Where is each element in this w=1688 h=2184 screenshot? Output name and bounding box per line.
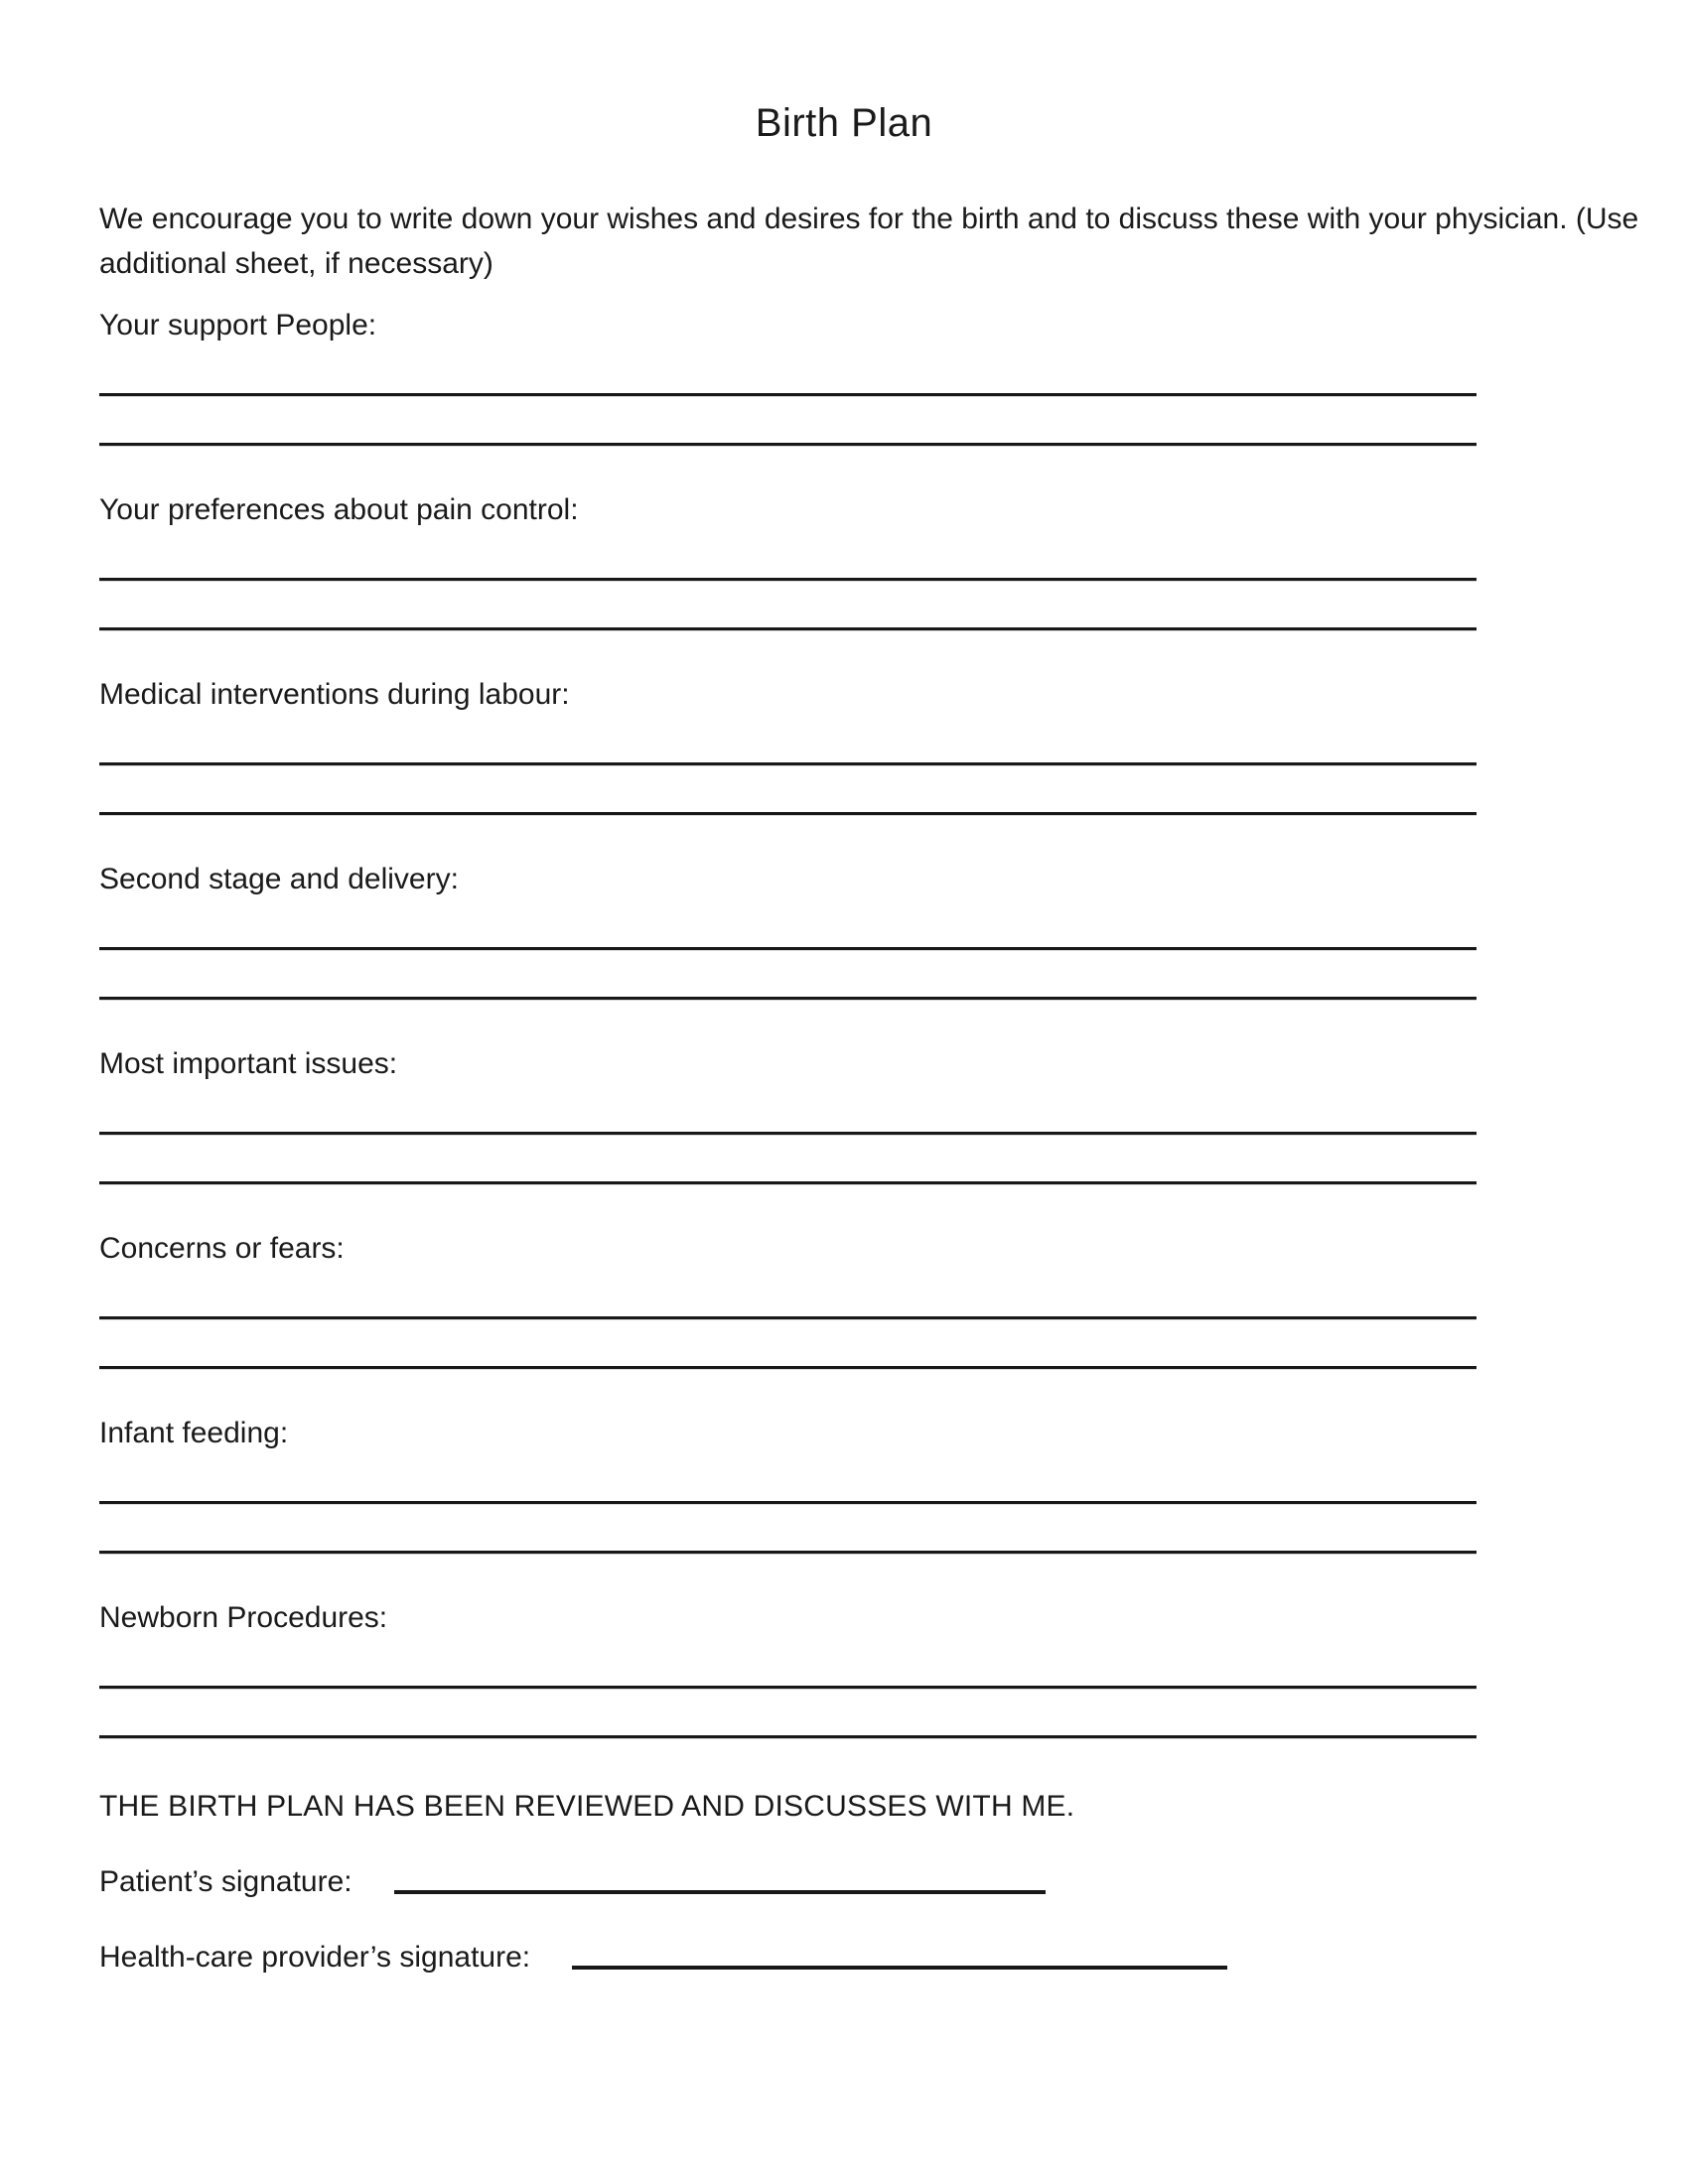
fill-in-line[interactable] <box>99 443 1477 447</box>
section-second-stage-delivery <box>0 860 1688 1001</box>
fill-in-line[interactable] <box>99 578 1477 582</box>
section-infant-feeding <box>0 1414 1688 1555</box>
fill-in-line[interactable] <box>99 1181 1477 1185</box>
section-medical-interventions <box>0 675 1688 816</box>
patient-signature-label: Patient’s signature: <box>99 1865 352 1898</box>
section-label: Your preferences about pain control: <box>99 493 579 526</box>
patient-signature-row <box>99 1862 1688 1902</box>
fill-in-line[interactable] <box>99 1132 1477 1136</box>
section-label: Newborn Procedures: <box>99 1601 388 1634</box>
fill-in-line[interactable] <box>99 1735 1477 1739</box>
section-label: Second stage and delivery: <box>99 863 459 895</box>
provider-signature-label: Health-care provider’s signature: <box>99 1941 531 1974</box>
section-newborn-procedures <box>0 1598 1688 1739</box>
section-pain-control <box>0 490 1688 631</box>
intro-paragraph: We encourage you to write down your wishes and desires for the birth and to discuss these with your physician. (Use additional sheet, if necessary) <box>99 203 1639 280</box>
section-concerns-fears <box>0 1229 1688 1370</box>
fill-in-line[interactable] <box>99 762 1477 766</box>
patient-signature-line[interactable] <box>394 1890 1046 1894</box>
fill-in-line[interactable] <box>99 997 1477 1001</box>
fill-in-line[interactable] <box>99 947 1477 951</box>
fill-in-line[interactable] <box>99 1366 1477 1370</box>
section-important-issues <box>0 1044 1688 1185</box>
fill-in-line[interactable] <box>99 393 1477 397</box>
section-label: Infant feeding: <box>99 1417 289 1449</box>
section-label: Your support People: <box>99 309 377 341</box>
section-label: Most important issues: <box>99 1047 398 1080</box>
page-title: Birth Plan <box>755 101 933 145</box>
fill-in-line[interactable] <box>99 627 1477 631</box>
section-label: Medical interventions during labour: <box>99 678 570 711</box>
fill-in-line[interactable] <box>99 812 1477 816</box>
section-label: Concerns or fears: <box>99 1232 345 1265</box>
fill-in-line[interactable] <box>99 1551 1477 1555</box>
fill-in-line[interactable] <box>99 1501 1477 1505</box>
review-statement: THE BIRTH PLAN HAS BEEN REVIEWED AND DISCUSSES WITH ME. <box>99 1790 1075 1823</box>
provider-signature-row <box>99 1938 1688 1978</box>
fill-in-line[interactable] <box>99 1686 1477 1690</box>
section-support-people <box>0 306 1688 447</box>
fill-in-line[interactable] <box>99 1316 1477 1320</box>
provider-signature-line[interactable] <box>572 1966 1227 1970</box>
